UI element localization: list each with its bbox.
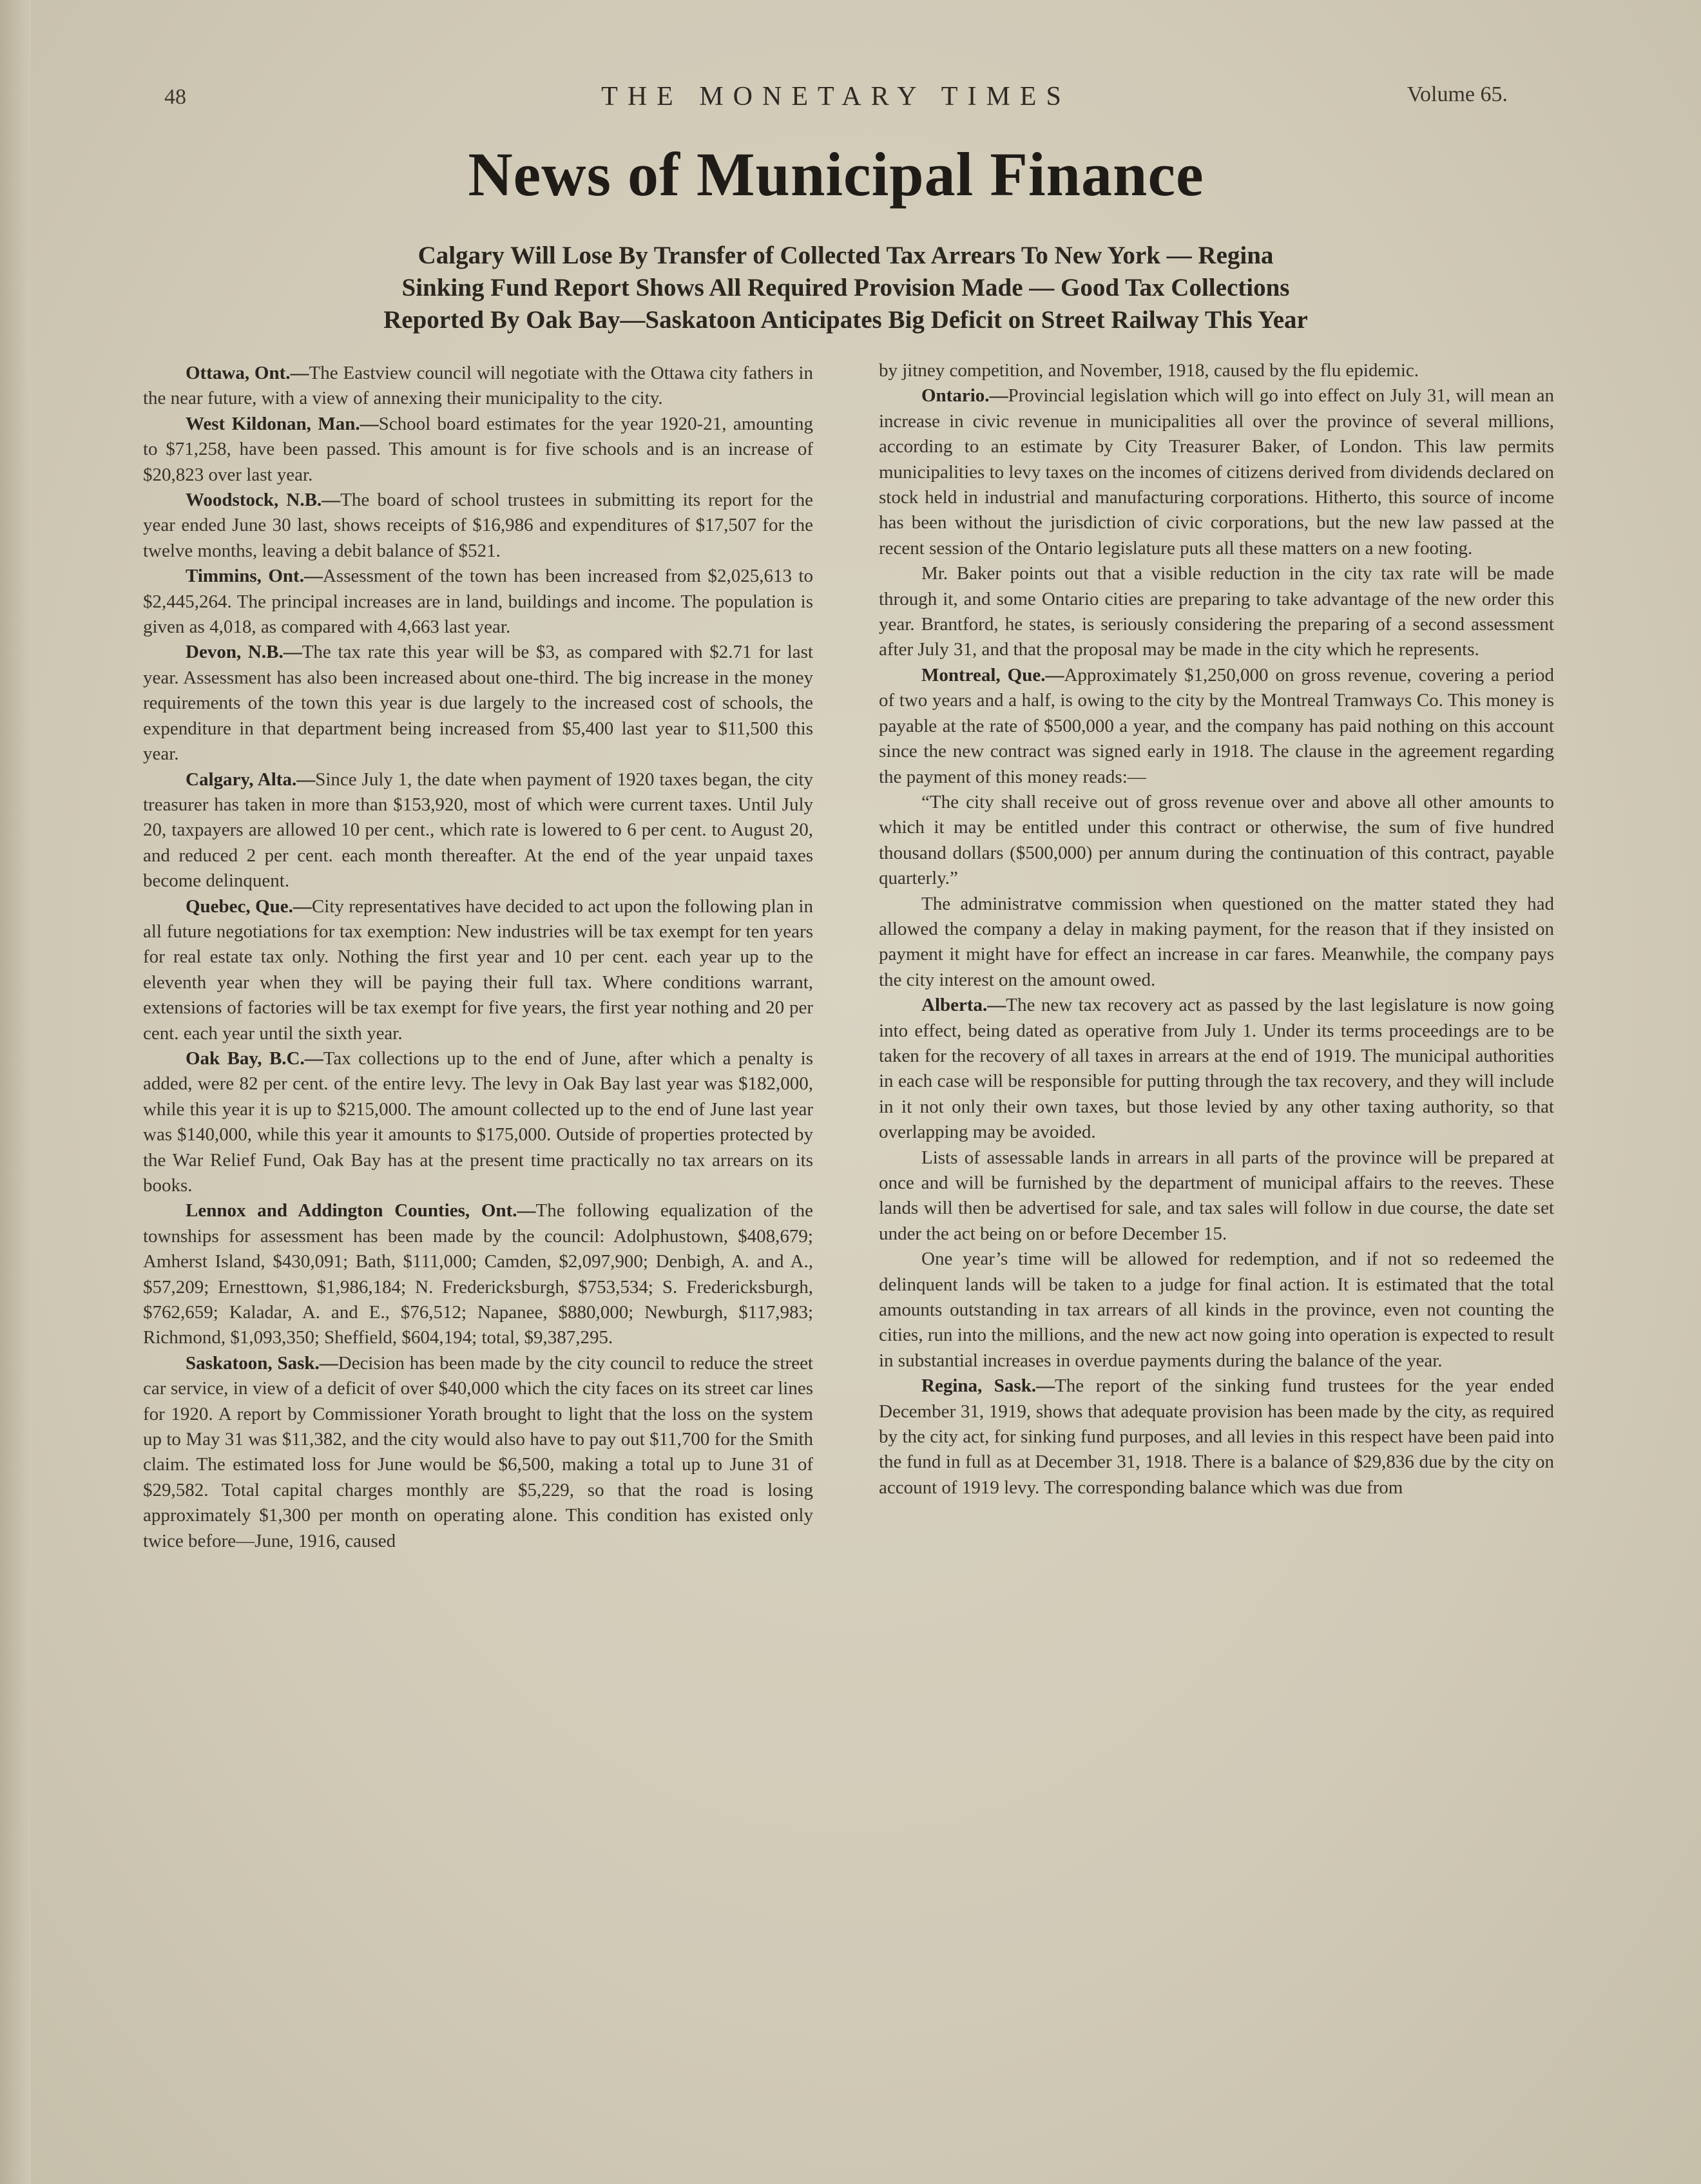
paragraph-text: The report of the sinking fund trustees for the year ended December 31, 1919, shows that adequate provision has been made by the city, as required by the city act, for sinking fund purposes, and all levies in this respect have been paid into the fund in full as at December 31, 1918. There is a balance of $29,836 due by the city on account of 1919 levy. The corresponding balance which was due from <box>879 1375 1554 1498</box>
place-name: Alberta.— <box>921 995 1006 1016</box>
paragraph-text: City representatives have decided to act upon the following plan in all future negotiations for tax exemption: New industries will be tax exempt for ten years for real estate tax only. Nothing the first year and 10 per cent. each year up to the eleventh year when they will be paying their full tax. Where conditions warrant, extensions of factories will be tax exempt for five years, the first year nothing and 20 per cent. each year until the sixth year. <box>143 896 813 1044</box>
news-paragraph <box>879 1145 1554 1247</box>
place-name: Ottawa, Ont.— <box>186 363 309 383</box>
deck-line: Reported By Oak Bay—Saskatoon Anticipates Big Deficit on Street Railway This Year <box>383 306 1308 334</box>
place-name: Montreal, Que.— <box>921 664 1064 685</box>
news-paragraph <box>143 1351 813 1554</box>
news-paragraph <box>143 412 813 488</box>
paragraph-text: The new tax recovery act as passed by the last legislature is now going into effect, being dated as operative from July 1. Under its terms proceedings are to be taken for the recovery of all taxes in arrears at the end of 1919. The municipal authorities in each case will be responsible for putting through the tax recovery, and they will include in it not only their own taxes, but those levied by any other taxing authority, so that overlapping may be avoided. <box>879 995 1554 1143</box>
page-number: 48 <box>164 85 186 109</box>
news-paragraph <box>143 640 813 767</box>
journal-name: THE MONETARY TIMES <box>601 82 1071 111</box>
news-paragraph <box>879 790 1554 892</box>
deck-line: Sinking Fund Report Shows All Required Provision Made — Good Tax Collections <box>401 274 1290 302</box>
paragraph-text: One year’s time will be allowed for redemption, and if not so redeemed the delinquent lands will be taken to a judge for final action. It is estimated that the total amounts outstanding in tax arrears of all kinds in the province, even not counting the cities, run into the millions, and the new act now going into operation is expected to result in substantial increases in overdue payments during the balance of the year. <box>879 1249 1554 1371</box>
paragraph-text: Decision has been made by the city council to reduce the street car service, in view of a deficit of over $40,000 which the city faces on its street car lines for 1920. A report by Commissioner Yorath brought to light that the loss on the system up to May 31 was $11,382, and the city would also have to pay out $11,700 for the Smith claim. The estimated loss for June would be $6,500, making a total up to June 31 of $29,582. Total capital charges monthly are $5,229, so that the road is losing approximately $1,300 per month on operating alone. This condition has existed only twice before—June, 1916, caused <box>143 1352 813 1551</box>
news-paragraph <box>143 361 813 412</box>
place-name: Oak Bay, B.C.— <box>186 1048 323 1069</box>
volume-number: Volume 65. <box>1407 82 1508 106</box>
news-paragraph <box>879 358 1554 383</box>
news-paragraph <box>879 1374 1554 1500</box>
article-title: News of Municipal Finance <box>468 140 1204 209</box>
paragraph-text: The board of school trustees in submitting its report for the year ended June 30 last, shows receipts of $16,986 and expenditures of $17,507 for the twelve months, leaving a debit balance of $521. <box>143 490 813 561</box>
paragraph-text: by jitney competition, and November, 1918, caused by the flu epidemic. <box>879 360 1419 381</box>
place-name: Ontario.— <box>921 385 1008 407</box>
place-name: Saskatoon, Sask.— <box>186 1352 338 1374</box>
paragraph-text: “The city shall receive out of gross revenue over and above all other amounts to which it may be entitled under this contract or otherwise, the sum of five hundred thousand dollars ($500,000) per annum during the continuation of this contract, payable quarterly.” <box>879 791 1554 889</box>
news-paragraph <box>143 894 813 1046</box>
paragraph-text: Approximately $1,250,000 on gross revenue, covering a period of two years and a half, is owing to the city by the Montreal Tramways Co. This money is payable at the rate of $500,000 a year, and the company has paid nothing on this account since the new contract was signed early in 1918. The clause in the agreement regarding the payment of this money reads:— <box>879 664 1554 787</box>
news-paragraph <box>143 1046 813 1198</box>
news-paragraph <box>879 663 1554 790</box>
news-paragraph <box>879 993 1554 1145</box>
paragraph-text: The following equalization of the townships for assessment has been made by the council: Adolphustown, $408,679; Amherst Island, $430,091; Bath, $111,000; Camden, $2,097,900; Denbigh, A. and A., $57,209; Ernesttown, $1,986,184; N. Fredericksburgh, $753,534; S. Fredericksburgh, $762,659; Kaladar, A. and E., $76,512; Napanee, $880,000; Newburgh, $117,983; Richmond, $1,093,350; Sheffield, $604,194; total, $9,387,295. <box>143 1200 813 1348</box>
deck-line: Calgary Will Lose By Transfer of Collected Tax Arrears To New York — Regina <box>418 242 1274 269</box>
binding-shadow <box>0 0 31 2184</box>
paragraph-text: The tax rate this year will be $3, as compared with $2.71 for last year. Assessment has also been increased about one-third. The big increase in the money requirements of the town this year is due largely to the increased cost of schools, the expenditure in that department being increased from $5,400 last year to $11,500 this year. <box>143 642 813 765</box>
news-paragraph <box>143 1198 813 1350</box>
place-name: Quebec, Que.— <box>186 896 312 917</box>
paragraph-text: The administratve commission when questioned on the matter stated they had allowed the company a delay in making payment, for the reason that if they insisted on payment it might have for effect an increase in car fares. Meanwhile, the company pays the city interest on the amount owed. <box>879 893 1554 990</box>
place-name: West Kildonan, Man.— <box>186 413 379 434</box>
place-name: Lennox and Addington Counties, Ont.— <box>186 1200 536 1221</box>
paragraph-text: The Eastview council will negotiate with the Ottawa city fathers in the near future, with a view of annexing their municipality to the city. <box>143 363 813 409</box>
place-name: Devon, N.B.— <box>186 642 302 663</box>
news-paragraph <box>143 488 813 564</box>
paragraph-text: Since July 1, the date when payment of 1920 taxes began, the city treasurer has taken in more than $153,920, most of which were current taxes. Until July 20, taxpayers are allowed 10 per cent., which rate is lowered to 6 per cent. to August 20, and reduced 2 per cent. each month thereafter. At the end of the year unpaid taxes become delinquent. <box>143 769 813 892</box>
place-name: Woodstock, N.B.— <box>186 490 341 511</box>
news-paragraph <box>879 383 1554 561</box>
news-paragraph <box>879 892 1554 993</box>
news-paragraph <box>143 767 813 894</box>
paragraph-text: Assessment of the town has been increased from $2,025,613 to $2,445,264. The principal increases are in land, buildings and income. The population is given as 4,018, as compared with 4,663 last year. <box>143 566 813 638</box>
paragraph-text: Provincial legislation which will go into effect on July 31, will mean an increase in civic revenue in municipalities all over the province of several millions, according to an estimate by City Treasurer Baker, of London. This law permits municipalities to levy taxes on the incomes of citizens derived from dividends declared on stock held in industrial and manufacturing corporations. Hitherto, this source of income has been without the jurisdiction of civic corporations, but the new law passed at the recent session of the Ontario legislature puts all these matters on a new footing. <box>879 385 1554 559</box>
right-column <box>879 358 1554 1500</box>
paragraph-text: School board estimates for the year 1920-21, amounting to $71,258, have been passed. This amount is for five schools and is an increase of $20,823 over last year. <box>143 413 813 485</box>
news-paragraph <box>879 1247 1554 1374</box>
article-deck <box>287 240 1405 336</box>
place-name: Regina, Sask.— <box>921 1375 1055 1397</box>
paragraph-text: Lists of assessable lands in arrears in all parts of the province will be prepared at once and will be furnished by the department of municipal affairs to the reeves. These lands will then be advertised for sale, and tax sales will follow in due course, the date set under the act being on or before December 15. <box>879 1147 1554 1244</box>
news-paragraph <box>143 564 813 640</box>
left-column <box>143 361 813 1554</box>
page-header <box>164 76 1508 121</box>
paragraph-text: Tax collections up to the end of June, after which a penalty is added, were 82 per cent. of the entire levy. The levy in Oak Bay last year was $182,000, while this year it is up to $215,000. The amount collected up to the end of June last year was $140,000, while this year it amounts to $175,000. Outside of properties protected by the War Relief Fund, Oak Bay has at the present time practically no tax arrears on its books. <box>143 1048 813 1196</box>
place-name: Timmins, Ont.— <box>186 566 323 587</box>
place-name: Calgary, Alta.— <box>186 769 316 790</box>
paragraph-text: Mr. Baker points out that a visible reduction in the city tax rate will be made through it, and some Ontario cities are preparing to take advantage of the new order this year. Brantford, he states, is seriously considering the preparing of a second assessment after July 31, and that the proposal may be made in the city which he represents. <box>879 563 1554 660</box>
news-paragraph <box>879 561 1554 663</box>
